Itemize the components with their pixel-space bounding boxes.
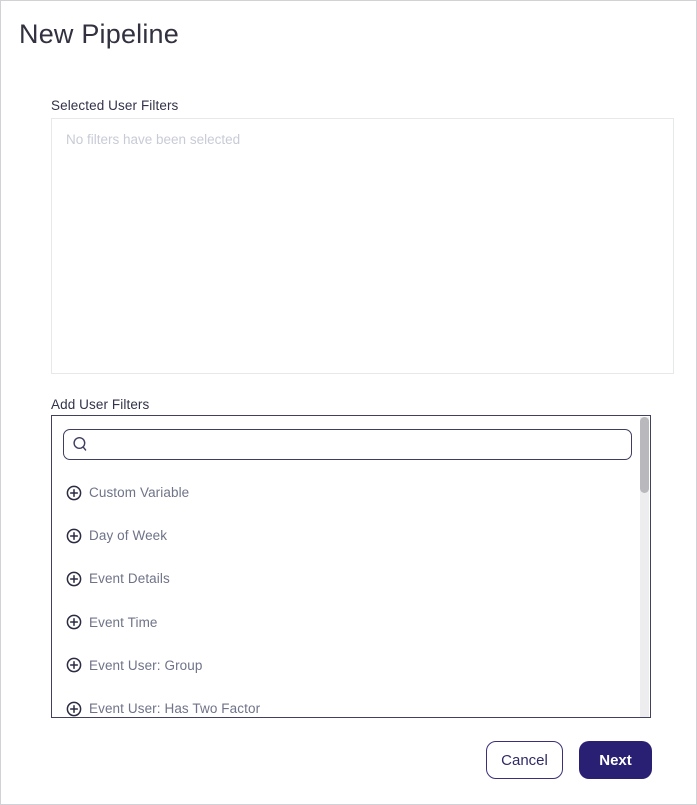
filter-option-label: Event Details [89,571,170,587]
filter-option-event-time[interactable] [52,601,642,644]
add-filters-panel [51,415,651,718]
plus-circle-icon [66,528,82,544]
list-scrollbar-track[interactable] [640,417,649,717]
filter-search-input[interactable] [63,429,632,460]
filter-option-label: Day of Week [89,528,168,544]
filter-search [63,429,632,460]
selected-filters-panel [51,118,674,374]
empty-state-message: No filters have been selected [66,132,241,147]
filter-option-label: Event User: Group [89,657,203,673]
filter-option-custom-variable[interactable] [52,471,642,514]
filter-option-day-of-week[interactable] [52,514,642,557]
page-title: New Pipeline [19,19,179,49]
plus-circle-icon [66,571,82,587]
selected-user-filters-label: Selected User Filters [51,98,179,113]
cancel-button[interactable]: Cancel [486,741,563,779]
list-scrollbar-thumb[interactable] [640,417,649,493]
plus-circle-icon [66,485,82,501]
plus-circle-icon [66,614,82,630]
filter-option-event-user-has-two-factor[interactable] [52,687,642,718]
add-user-filters-label: Add User Filters [51,397,150,412]
filter-option-event-details[interactable] [52,557,642,600]
filter-option-label: Event Time [89,614,158,630]
plus-circle-icon [66,657,82,673]
filter-option-label: Event User: Has Two Factor [89,701,261,717]
filter-option-event-user-group[interactable] [52,644,642,687]
filter-options-list [52,471,642,718]
filter-option-label: Custom Variable [89,485,190,501]
next-button[interactable]: Next [579,741,652,779]
plus-circle-icon [66,701,82,717]
